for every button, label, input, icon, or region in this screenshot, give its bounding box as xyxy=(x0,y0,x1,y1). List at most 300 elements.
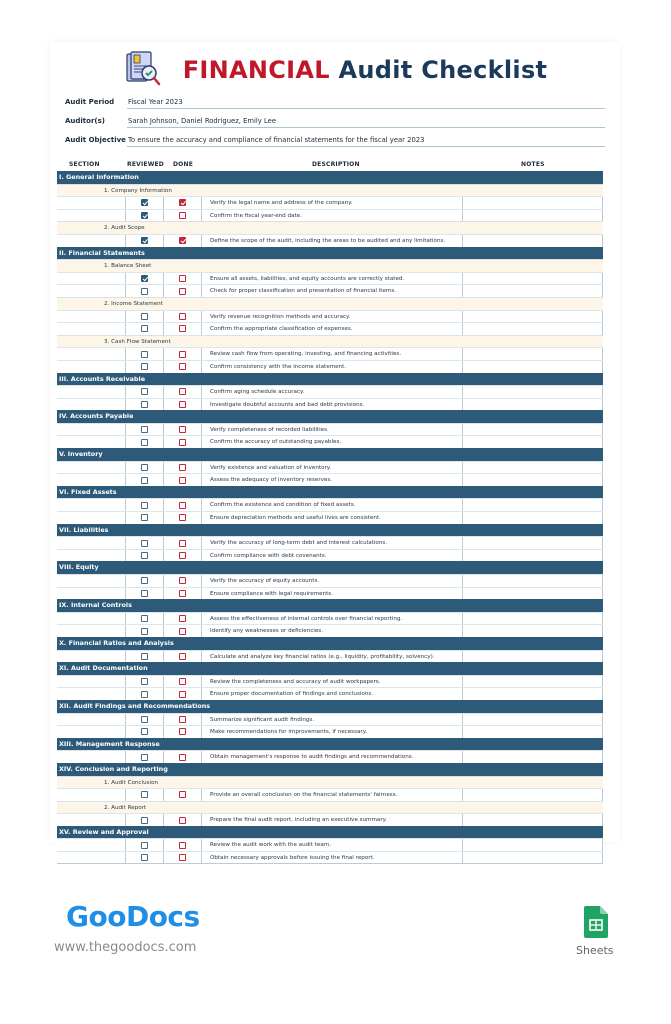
section-cell xyxy=(57,676,125,688)
reviewed-checkbox[interactable] xyxy=(141,817,148,824)
reviewed-cell xyxy=(125,726,163,738)
reviewed-cell xyxy=(125,575,163,587)
section-header-row xyxy=(57,171,603,184)
notes-cell[interactable] xyxy=(462,575,603,587)
description-cell: Check for proper classification and presentation of financial items. xyxy=(201,285,462,297)
notes-cell[interactable] xyxy=(462,688,603,700)
reviewed-cell xyxy=(125,348,163,360)
description-cell: Confirm consistency with the income statement. xyxy=(201,361,462,373)
done-cell xyxy=(163,399,201,411)
section-cell xyxy=(57,348,125,360)
description-cell: Obtain necessary approvals before issuing the final report. xyxy=(201,852,462,863)
done-cell xyxy=(163,285,201,297)
section-title: IX. Internal Controls xyxy=(59,601,132,610)
reviewed-checkbox[interactable] xyxy=(141,388,148,395)
section-cell xyxy=(57,386,125,398)
section-header-row xyxy=(57,763,603,776)
done-cell xyxy=(163,210,201,222)
description-cell: Prepare the final audit report, including an executive summary. xyxy=(201,814,462,826)
description-cell: Calculate and analyze key financial ratios (e.g., liquidity, profitability, solvency). xyxy=(201,651,462,663)
reviewed-cell xyxy=(125,789,163,801)
description-cell: Assess the adequacy of inventory reserves. xyxy=(201,474,462,486)
done-cell xyxy=(163,613,201,625)
reviewed-checkbox[interactable] xyxy=(141,791,148,798)
notes-cell[interactable] xyxy=(462,323,603,335)
section-cell xyxy=(57,474,125,486)
reviewed-cell xyxy=(125,651,163,663)
column-header-notes: NOTES xyxy=(521,161,545,168)
notes-cell[interactable] xyxy=(462,839,603,851)
section-cell xyxy=(57,273,125,285)
notes-cell[interactable] xyxy=(462,789,603,801)
section-title: XI. Audit Documentation xyxy=(59,664,148,673)
done-cell xyxy=(163,235,201,247)
section-cell xyxy=(57,575,125,587)
auditors-field[interactable]: Sarah Johnson, Daniel Rodriguez, Emily Lee xyxy=(127,117,605,128)
reviewed-checkbox[interactable] xyxy=(141,716,148,723)
notes-cell[interactable] xyxy=(462,386,603,398)
reviewed-checkbox[interactable] xyxy=(141,237,148,244)
done-cell xyxy=(163,512,201,524)
reviewed-checkbox[interactable] xyxy=(141,363,148,370)
notes-cell[interactable] xyxy=(462,588,603,600)
title-audit-checklist: Audit Checklist xyxy=(338,56,548,84)
checklist-item-row xyxy=(57,473,603,486)
notes-cell[interactable] xyxy=(462,550,603,562)
section-cell xyxy=(57,625,125,637)
section-cell xyxy=(57,714,125,726)
notes-cell[interactable] xyxy=(462,714,603,726)
done-cell xyxy=(163,197,201,209)
section-cell xyxy=(57,726,125,738)
done-checkbox[interactable] xyxy=(179,363,186,370)
section-cell xyxy=(57,588,125,600)
description-cell: Confirm the existence and condition of fixed assets. xyxy=(201,499,462,511)
done-checkbox[interactable] xyxy=(179,716,186,723)
done-checkbox[interactable] xyxy=(179,388,186,395)
done-cell xyxy=(163,688,201,700)
done-cell xyxy=(163,550,201,562)
checklist-item-row xyxy=(57,536,603,549)
description-cell: Confirm aging schedule accuracy. xyxy=(201,386,462,398)
notes-cell[interactable] xyxy=(462,311,603,323)
done-cell xyxy=(163,726,201,738)
description-cell: Confirm compliance with debt covenants. xyxy=(201,550,462,562)
checklist-item-row xyxy=(57,360,603,373)
notes-cell[interactable] xyxy=(462,474,603,486)
done-checkbox[interactable] xyxy=(179,540,186,547)
done-checkbox[interactable] xyxy=(179,791,186,798)
done-cell xyxy=(163,474,201,486)
checklist-item-row xyxy=(57,687,603,700)
notes-cell[interactable] xyxy=(462,436,603,448)
reviewed-checkbox[interactable] xyxy=(141,615,148,622)
section-header-row xyxy=(57,662,603,675)
reviewed-checkbox[interactable] xyxy=(141,728,148,735)
done-checkbox[interactable] xyxy=(179,426,186,433)
reviewed-checkbox[interactable] xyxy=(141,502,148,509)
checklist-item-row xyxy=(57,713,603,726)
section-cell xyxy=(57,751,125,763)
checklist-item-row xyxy=(57,347,603,360)
reviewed-cell xyxy=(125,537,163,549)
audit-period-field[interactable]: Fiscal Year 2023 xyxy=(127,98,605,109)
description-cell: Ensure proper documentation of findings and conclusions. xyxy=(201,688,462,700)
objective-row xyxy=(65,136,605,148)
checklist-item-row xyxy=(57,209,603,222)
section-title: V. Inventory xyxy=(59,450,103,459)
notes-cell[interactable] xyxy=(462,726,603,738)
done-checkbox[interactable] xyxy=(179,212,186,219)
section-cell xyxy=(57,814,125,826)
done-cell xyxy=(163,625,201,637)
reviewed-checkbox[interactable] xyxy=(141,691,148,698)
reviewed-cell xyxy=(125,714,163,726)
notes-cell[interactable] xyxy=(462,285,603,297)
done-checkbox[interactable] xyxy=(179,817,186,824)
reviewed-checkbox[interactable] xyxy=(141,439,148,446)
done-checkbox[interactable] xyxy=(179,502,186,509)
section-header-row xyxy=(57,561,603,574)
subsection-row xyxy=(57,776,603,789)
reviewed-cell xyxy=(125,197,163,209)
subsection-title: 2. Income Statement xyxy=(104,300,163,307)
title-row xyxy=(50,50,620,90)
section-title: XV. Review and Approval xyxy=(59,827,149,836)
reviewed-checkbox[interactable] xyxy=(141,351,148,358)
done-checkbox[interactable] xyxy=(179,590,186,597)
section-cell xyxy=(57,323,125,335)
checklist-page xyxy=(50,42,620,862)
done-checkbox[interactable] xyxy=(179,275,186,282)
checklist-item-row xyxy=(57,398,603,411)
reviewed-checkbox[interactable] xyxy=(141,628,148,635)
checklist-item-row xyxy=(57,234,603,247)
section-header-row xyxy=(57,410,603,423)
description-cell: Obtain management's response to audit findings and recommendations. xyxy=(201,751,462,763)
done-checkbox[interactable] xyxy=(179,691,186,698)
done-checkbox[interactable] xyxy=(179,678,186,685)
notes-cell[interactable] xyxy=(462,399,603,411)
done-cell xyxy=(163,575,201,587)
checklist-item-row xyxy=(57,725,603,738)
checklist-item-row xyxy=(57,461,603,474)
google-sheets-icon xyxy=(584,906,608,938)
done-checkbox[interactable] xyxy=(179,728,186,735)
done-checkbox[interactable] xyxy=(179,351,186,358)
done-cell xyxy=(163,852,201,863)
reviewed-cell xyxy=(125,814,163,826)
description-cell: Provide an overall conclusion on the financial statements' fairness. xyxy=(201,789,462,801)
notes-cell[interactable] xyxy=(462,537,603,549)
subsection-title: 3. Cash Flow Statement xyxy=(104,338,171,345)
audit-document-magnifier-icon xyxy=(123,51,163,89)
reviewed-checkbox[interactable] xyxy=(141,540,148,547)
reviewed-checkbox[interactable] xyxy=(141,552,148,559)
section-cell xyxy=(57,852,125,863)
description-cell: Verify revenue recognition methods and accuracy. xyxy=(201,311,462,323)
section-title: II. Financial Statements xyxy=(59,248,145,257)
notes-cell[interactable] xyxy=(462,210,603,222)
done-checkbox[interactable] xyxy=(179,514,186,521)
reviewed-checkbox[interactable] xyxy=(141,577,148,584)
reviewed-cell xyxy=(125,273,163,285)
done-checkbox[interactable] xyxy=(179,477,186,484)
done-checkbox[interactable] xyxy=(179,401,186,408)
section-cell xyxy=(57,424,125,436)
reviewed-cell xyxy=(125,323,163,335)
section-cell xyxy=(57,436,125,448)
done-checkbox[interactable] xyxy=(179,199,186,206)
description-cell: Verify the accuracy of equity accounts. xyxy=(201,575,462,587)
checklist-item-row xyxy=(57,788,603,801)
page-title xyxy=(183,56,548,84)
done-checkbox[interactable] xyxy=(179,313,186,320)
done-checkbox[interactable] xyxy=(179,577,186,584)
section-header-row xyxy=(57,826,603,839)
section-header-row xyxy=(57,524,603,537)
audit-period-row xyxy=(65,98,605,110)
auditors-label: Auditor(s) xyxy=(65,117,105,125)
checklist-item-row xyxy=(57,574,603,587)
section-cell xyxy=(57,688,125,700)
reviewed-cell xyxy=(125,361,163,373)
section-cell xyxy=(57,839,125,851)
done-checkbox[interactable] xyxy=(179,325,186,332)
section-title: IV. Accounts Payable xyxy=(59,412,134,421)
section-title: VIII. Equity xyxy=(59,563,99,572)
column-header-section: SECTION xyxy=(69,161,100,168)
reviewed-cell xyxy=(125,588,163,600)
done-cell xyxy=(163,424,201,436)
subsection-title: 1. Company Information xyxy=(104,187,172,194)
reviewed-cell xyxy=(125,424,163,436)
done-cell xyxy=(163,839,201,851)
checklist-item-row xyxy=(57,322,603,335)
checklist-item-row xyxy=(57,549,603,562)
reviewed-cell xyxy=(125,550,163,562)
column-header-done: DONE xyxy=(173,161,194,168)
subsection-title: 2. Audit Report xyxy=(104,804,147,811)
done-cell xyxy=(163,751,201,763)
section-cell xyxy=(57,361,125,373)
notes-cell[interactable] xyxy=(462,273,603,285)
reviewed-cell xyxy=(125,386,163,398)
description-cell: Identify any weaknesses or deficiencies. xyxy=(201,625,462,637)
reviewed-cell xyxy=(125,235,163,247)
done-cell xyxy=(163,814,201,826)
notes-cell[interactable] xyxy=(462,512,603,524)
reviewed-checkbox[interactable] xyxy=(141,275,148,282)
checklist-item-row xyxy=(57,310,603,323)
objective-field[interactable]: To ensure the accuracy and compliance of financial statements for the fiscal year 2023 xyxy=(127,136,605,147)
done-cell xyxy=(163,462,201,474)
section-title: III. Accounts Receivable xyxy=(59,374,146,383)
subsection-title: 1. Balance Sheet xyxy=(104,263,152,270)
done-cell xyxy=(163,499,201,511)
reviewed-checkbox[interactable] xyxy=(141,464,148,471)
reviewed-checkbox[interactable] xyxy=(141,477,148,484)
reviewed-checkbox[interactable] xyxy=(141,653,148,660)
reviewed-checkbox[interactable] xyxy=(141,325,148,332)
done-cell xyxy=(163,348,201,360)
done-cell xyxy=(163,436,201,448)
subsection-row xyxy=(57,184,603,197)
done-cell xyxy=(163,361,201,373)
checklist-item-row xyxy=(57,284,603,297)
reviewed-checkbox[interactable] xyxy=(141,212,148,219)
subsection-title: 2. Audit Scope xyxy=(104,225,145,232)
objective-label: Audit Objective xyxy=(65,136,126,144)
checklist-item-row xyxy=(57,612,603,625)
subsection-row xyxy=(57,221,603,234)
reviewed-cell xyxy=(125,751,163,763)
notes-cell[interactable] xyxy=(462,462,603,474)
section-title: XIII. Management Response xyxy=(59,739,160,748)
section-cell xyxy=(57,512,125,524)
done-checkbox[interactable] xyxy=(179,842,186,849)
section-cell xyxy=(57,537,125,549)
checklist-item-row xyxy=(57,851,603,864)
done-checkbox[interactable] xyxy=(179,754,186,761)
section-header-row xyxy=(57,599,603,612)
description-cell: Review the completeness and accuracy of audit workpapers. xyxy=(201,676,462,688)
column-header-reviewed: REVIEWED xyxy=(127,161,164,168)
description-cell: Investigate doubtful accounts and bad debt provisions. xyxy=(201,399,462,411)
done-checkbox[interactable] xyxy=(179,288,186,295)
done-cell xyxy=(163,537,201,549)
goodocs-url[interactable]: www.thegoodocs.com xyxy=(54,940,197,955)
done-cell xyxy=(163,273,201,285)
description-cell: Assess the effectiveness of internal controls over financial reporting. xyxy=(201,613,462,625)
description-cell: Define the scope of the audit, including the areas to be audited and any limitations. xyxy=(201,235,462,247)
section-header-row xyxy=(57,700,603,713)
done-checkbox[interactable] xyxy=(179,552,186,559)
reviewed-cell xyxy=(125,512,163,524)
checklist-item-row xyxy=(57,675,603,688)
checklist-table xyxy=(57,171,603,864)
subsection-row xyxy=(57,801,603,814)
reviewed-cell xyxy=(125,688,163,700)
section-header-row xyxy=(57,486,603,499)
notes-cell[interactable] xyxy=(462,613,603,625)
reviewed-checkbox[interactable] xyxy=(141,754,148,761)
notes-cell[interactable] xyxy=(462,197,603,209)
reviewed-cell xyxy=(125,462,163,474)
checklist-item-row xyxy=(57,423,603,436)
title-financial: FINANCIAL xyxy=(182,56,330,84)
reviewed-checkbox[interactable] xyxy=(141,842,148,849)
reviewed-cell xyxy=(125,676,163,688)
description-cell: Confirm the fiscal year-end date. xyxy=(201,210,462,222)
description-cell: Verify the legal name and address of the company. xyxy=(201,197,462,209)
subsection-row xyxy=(57,259,603,272)
reviewed-cell xyxy=(125,625,163,637)
section-header-row xyxy=(57,738,603,751)
reviewed-cell xyxy=(125,474,163,486)
done-checkbox[interactable] xyxy=(179,854,186,861)
reviewed-cell xyxy=(125,839,163,851)
done-checkbox[interactable] xyxy=(179,653,186,660)
checklist-item-row xyxy=(57,750,603,763)
checklist-item-row xyxy=(57,196,603,209)
notes-cell[interactable] xyxy=(462,348,603,360)
subsection-row xyxy=(57,335,603,348)
done-checkbox[interactable] xyxy=(179,628,186,635)
subsection-row xyxy=(57,297,603,310)
reviewed-cell xyxy=(125,852,163,863)
done-checkbox[interactable] xyxy=(179,237,186,244)
section-cell xyxy=(57,613,125,625)
done-cell xyxy=(163,588,201,600)
notes-cell[interactable] xyxy=(462,361,603,373)
reviewed-checkbox[interactable] xyxy=(141,590,148,597)
reviewed-checkbox[interactable] xyxy=(141,313,148,320)
goodocs-logo[interactable]: GooDocs xyxy=(66,900,200,933)
section-header-row xyxy=(57,637,603,650)
notes-cell[interactable] xyxy=(462,235,603,247)
section-header-row xyxy=(57,448,603,461)
section-cell xyxy=(57,285,125,297)
reviewed-checkbox[interactable] xyxy=(141,678,148,685)
section-cell xyxy=(57,235,125,247)
section-title: XII. Audit Findings and Recommendations xyxy=(59,701,211,710)
reviewed-cell xyxy=(125,311,163,323)
done-cell xyxy=(163,651,201,663)
notes-cell[interactable] xyxy=(462,814,603,826)
notes-cell[interactable] xyxy=(462,625,603,637)
reviewed-checkbox[interactable] xyxy=(141,288,148,295)
section-cell xyxy=(57,550,125,562)
notes-cell[interactable] xyxy=(462,499,603,511)
notes-cell[interactable] xyxy=(462,424,603,436)
checklist-item-row xyxy=(57,624,603,637)
description-cell: Confirm the appropriate classification of expenses. xyxy=(201,323,462,335)
done-checkbox[interactable] xyxy=(179,615,186,622)
reviewed-checkbox[interactable] xyxy=(141,401,148,408)
description-cell: Ensure all assets, liabilities, and equity accounts are correctly stated. xyxy=(201,273,462,285)
section-cell xyxy=(57,462,125,474)
checklist-item-row xyxy=(57,587,603,600)
subsection-title: 1. Audit Conclusion xyxy=(104,779,159,786)
done-cell xyxy=(163,386,201,398)
checklist-item-row xyxy=(57,385,603,398)
reviewed-cell xyxy=(125,285,163,297)
description-cell: Make recommendations for improvements, if necessary. xyxy=(201,726,462,738)
notes-cell[interactable] xyxy=(462,676,603,688)
section-cell xyxy=(57,789,125,801)
section-title: VII. Liabilities xyxy=(59,525,109,534)
notes-cell[interactable] xyxy=(462,852,603,863)
notes-cell[interactable] xyxy=(462,751,603,763)
reviewed-cell xyxy=(125,210,163,222)
reviewed-checkbox[interactable] xyxy=(141,199,148,206)
section-cell xyxy=(57,311,125,323)
reviewed-checkbox[interactable] xyxy=(141,514,148,521)
section-cell xyxy=(57,197,125,209)
notes-cell[interactable] xyxy=(462,651,603,663)
description-cell: Ensure depreciation methods and useful lives are consistent. xyxy=(201,512,462,524)
done-cell xyxy=(163,789,201,801)
description-cell: Ensure compliance with legal requirements. xyxy=(201,588,462,600)
done-checkbox[interactable] xyxy=(179,439,186,446)
reviewed-checkbox[interactable] xyxy=(141,426,148,433)
done-checkbox[interactable] xyxy=(179,464,186,471)
checklist-item-row xyxy=(57,838,603,851)
reviewed-cell xyxy=(125,499,163,511)
done-cell xyxy=(163,323,201,335)
reviewed-checkbox[interactable] xyxy=(141,854,148,861)
